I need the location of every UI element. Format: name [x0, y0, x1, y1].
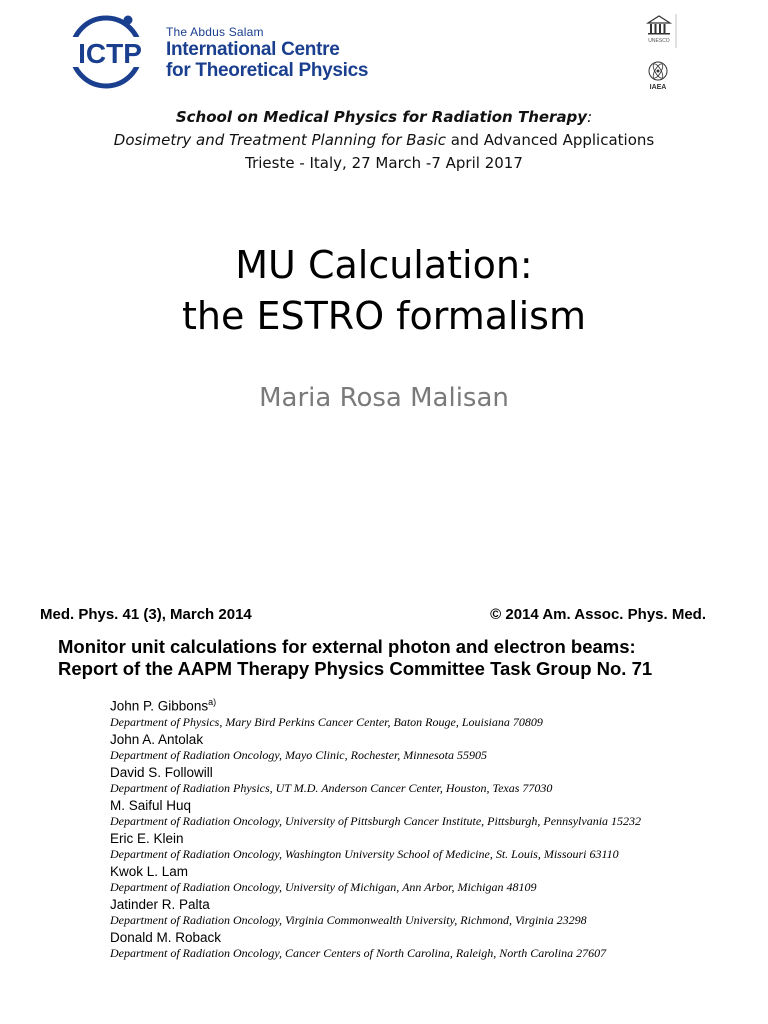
author-entry [110, 732, 641, 762]
author-footnote-mark: a) [208, 697, 217, 707]
iaea-label: IAEA [649, 84, 667, 91]
school-subtitle-rest: and Advanced Applications [445, 131, 655, 149]
paper-title-line-1: Monitor unit calculations for external photon and electron beams: [58, 636, 636, 657]
author-entry [110, 930, 641, 960]
ictp-logo-text: ICTP [78, 38, 142, 69]
institution-line-1: International Centre [166, 39, 340, 60]
talk-title [0, 240, 768, 342]
author-entry [110, 831, 641, 861]
author-name: John A. Antolak [110, 731, 204, 747]
talk-title-line-2: the ESTRO formalism [182, 294, 586, 338]
author-name: David S. Followill [110, 764, 213, 780]
author-name: M. Saiful Huq [110, 797, 192, 813]
unesco-emblem-icon [636, 12, 682, 50]
author-entry [110, 798, 641, 828]
school-info [0, 106, 768, 175]
school-location: Trieste - Italy, 27 March -7 April 2017 [245, 154, 523, 172]
school-title-line: School on Medical Physics for Radiation Therapy: [175, 108, 593, 126]
talk-author: Maria Rosa Malisan [259, 383, 509, 413]
institution-name [166, 26, 368, 80]
institution-line-2: for Theoretical Physics [166, 60, 369, 81]
author-name: Eric E. Klein [110, 830, 184, 846]
author-name: John P. Gibbons [110, 698, 209, 714]
author-affiliation: Department of Radiation Oncology, Virginia Commonwealth University, Richmond, Virginia 23298 [110, 912, 587, 927]
author-affiliation: Department of Radiation Physics, UT M.D. Anderson Cancer Center, Houston, Texas 77030 [110, 780, 553, 795]
author-list [110, 694, 641, 963]
unesco-label: UNESCO [648, 38, 670, 44]
author-affiliation: Department of Radiation Oncology, University of Michigan, Ann Arbor, Michigan 48109 [110, 879, 537, 894]
talk-title-line-1: MU Calculation: [235, 243, 533, 287]
school-subtitle-italic: Dosimetry and Treatment Planning for Basic [113, 131, 446, 149]
author-affiliation: Department of Radiation Oncology, University of Pittsburgh Cancer Institute, Pittsburgh, Pennsylvania 15232 [110, 813, 642, 828]
author-entry [110, 765, 641, 795]
institution-small-line: The Abdus Salam [166, 25, 264, 39]
paper-title-line-2: Report of the AAPM Therapy Physics Committee Task Group No. 71 [58, 658, 653, 679]
author-name: Kwok L. Lam [110, 863, 189, 879]
copyright-notice: © 2014 Am. Assoc. Phys. Med. [490, 606, 706, 623]
school-subtitle [0, 129, 768, 152]
school-title: School on Medical Physics for Radiation Therapy [175, 108, 588, 126]
paper-title [58, 636, 652, 680]
journal-citation: Med. Phys. 41 (3), March 2014 [40, 606, 252, 623]
author-affiliation: Department of Radiation Oncology, Cancer Centers of North Carolina, Raleigh, North Carolina 27607 [110, 945, 607, 960]
author-affiliation: Department of Physics, Mary Bird Perkins Cancer Center, Baton Rouge, Louisiana 70809 [110, 714, 543, 729]
author-name: Donald M. Roback [110, 929, 222, 945]
iaea-emblem-icon [636, 58, 682, 96]
author-entry [110, 694, 641, 729]
author-affiliation: Department of Radiation Oncology, Mayo Clinic, Rochester, Minnesota 55905 [110, 747, 487, 762]
author-entry [110, 897, 641, 927]
author-name: Jatinder R. Palta [110, 896, 210, 912]
author-affiliation: Department of Radiation Oncology, Washington University School of Medicine, St. Louis, Missouri 63110 [110, 846, 619, 861]
ictp-logo-icon [62, 10, 158, 90]
author-entry [110, 864, 641, 894]
